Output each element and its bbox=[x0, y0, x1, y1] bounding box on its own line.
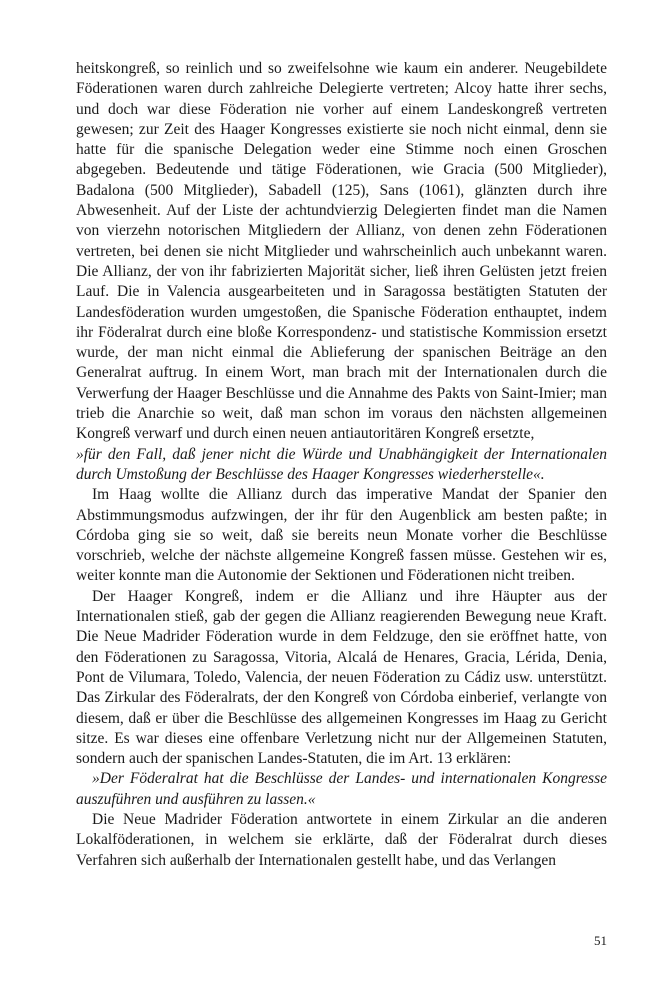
quote-1: »für den Fall, daß jener nicht die Würde und Unabhängigkeit der Internationalen durch Umstoßung der Beschlüsse des Haager Kongresses wiederherstelle«. bbox=[76, 445, 607, 483]
paragraph-4: Die Neue Madrider Föderation antwortete in einem Zirkular an die anderen Lokalföderationen, in welchem sie erklärte, daß der Föderalrat durch dieses Verfahren sich außerhalb der Internationalen gestellt habe, und das Verlangen bbox=[76, 810, 607, 869]
quote-2: »Der Föderalrat hat die Beschlüsse der Landes- und internationalen Kongresse auszuführen und ausführen zu lassen.« bbox=[76, 770, 607, 808]
paragraph-2: Im Haag wollte die Allianz durch das imperative Mandat der Spanier den Abstimmungsmodus aufzwingen, der ihr für den Augenblick am besten paßte; in Córdoba ging sie so weit, daß sie bereits neun Monate vorher die Beschlüsse vorschrieb, welche der nächste allgemeine Kongreß fassen müsse. Gestehen wir es, weiter konnte man die Autonomie der Sektionen und Föderationen nicht treiben. bbox=[76, 486, 607, 585]
paragraph-3: Der Haager Kongreß, indem er die Allianz und ihre Häupter aus der Internationalen stieß, gab der gegen die Allianz reagierenden Bewegung neue Kraft. Die Neue Madrider Föderation wurde in dem Feldzuge, den sie eröffnet hatte, von den Föderationen zu Saragossa, Vitoria, Alcalá de Henares, Gracia, Lérida, Denia, Pont de Vilumara, Toledo, Valencia, der neuen Föderation zu Cádiz usw. unterstützt. Das Zirkular des Föderalrats, der den Kongreß von Córdoba einberief, verlangte von diesem, daß er über die Beschlüsse des allgemeinen Kongresses im Haag zu Gericht sitze. Es war dieses eine offenbare Verletzung nicht nur der Allgemeinen Statuten, sondern auch der spanischen Landes-Statuten, die im Art. 13 erklären: bbox=[76, 587, 607, 768]
page-body bbox=[76, 59, 607, 871]
page-number: 51 bbox=[594, 933, 607, 948]
paragraph-1: heitskongreß, so reinlich und so zweifelsohne wie kaum ein anderer. Neugebildete Föderationen waren durch zahlreiche Delegierte vertreten; Alcoy hatte ihrer sechs, und doch war diese Föderation nie vorher auf einem Landeskongreß vertreten gewesen; zur Zeit des Haager Kongresses existierte sie noch nicht einmal, denn sie hatte für die spanische Delegation weder eine Stimme noch einen Groschen abgegeben. Bedeutende und tätige Föderationen, wie Gracia (500 Mitglieder), Badalona (500 Mitglieder), Sabadell (125), Sans (1061), glänzten durch ihre Abwesenheit. Auf der Liste der achtundvierzig Delegierten findet man die Namen von vierzehn notorischen Mitgliedern der Allianz, von denen zehn Föderationen vertreten, bei denen sie nicht Mitglieder und wahrscheinlich auch unbekannt waren. Die Allianz, der von ihr fabrizierten Majorität sicher, ließ ihren Gelüsten jetzt freien Lauf. Die in Valencia ausgearbeiteten und in Saragossa bestätigten Statuten der Landesföderation wurden umgestoßen, die Spanische Föderation enthauptet, indem ihr Föderalrat durch eine bloße Korrespondenz- und statistische Kommission ersetzt wurde, der man nicht einmal die Ablieferung der spanischen Beiträge an den Generalrat auftrug. In einem Wort, man brach mit der Internationalen durch die Verwerfung der Haager Beschlüsse und die Annahme des Pakts von Saint-Imier; man trieb die Anarchie so weit, daß man schon im voraus den nächsten allgemeinen Kongreß verwarf und durch einen neuen antiautoritären Kongreß ersetzte, bbox=[76, 60, 607, 443]
